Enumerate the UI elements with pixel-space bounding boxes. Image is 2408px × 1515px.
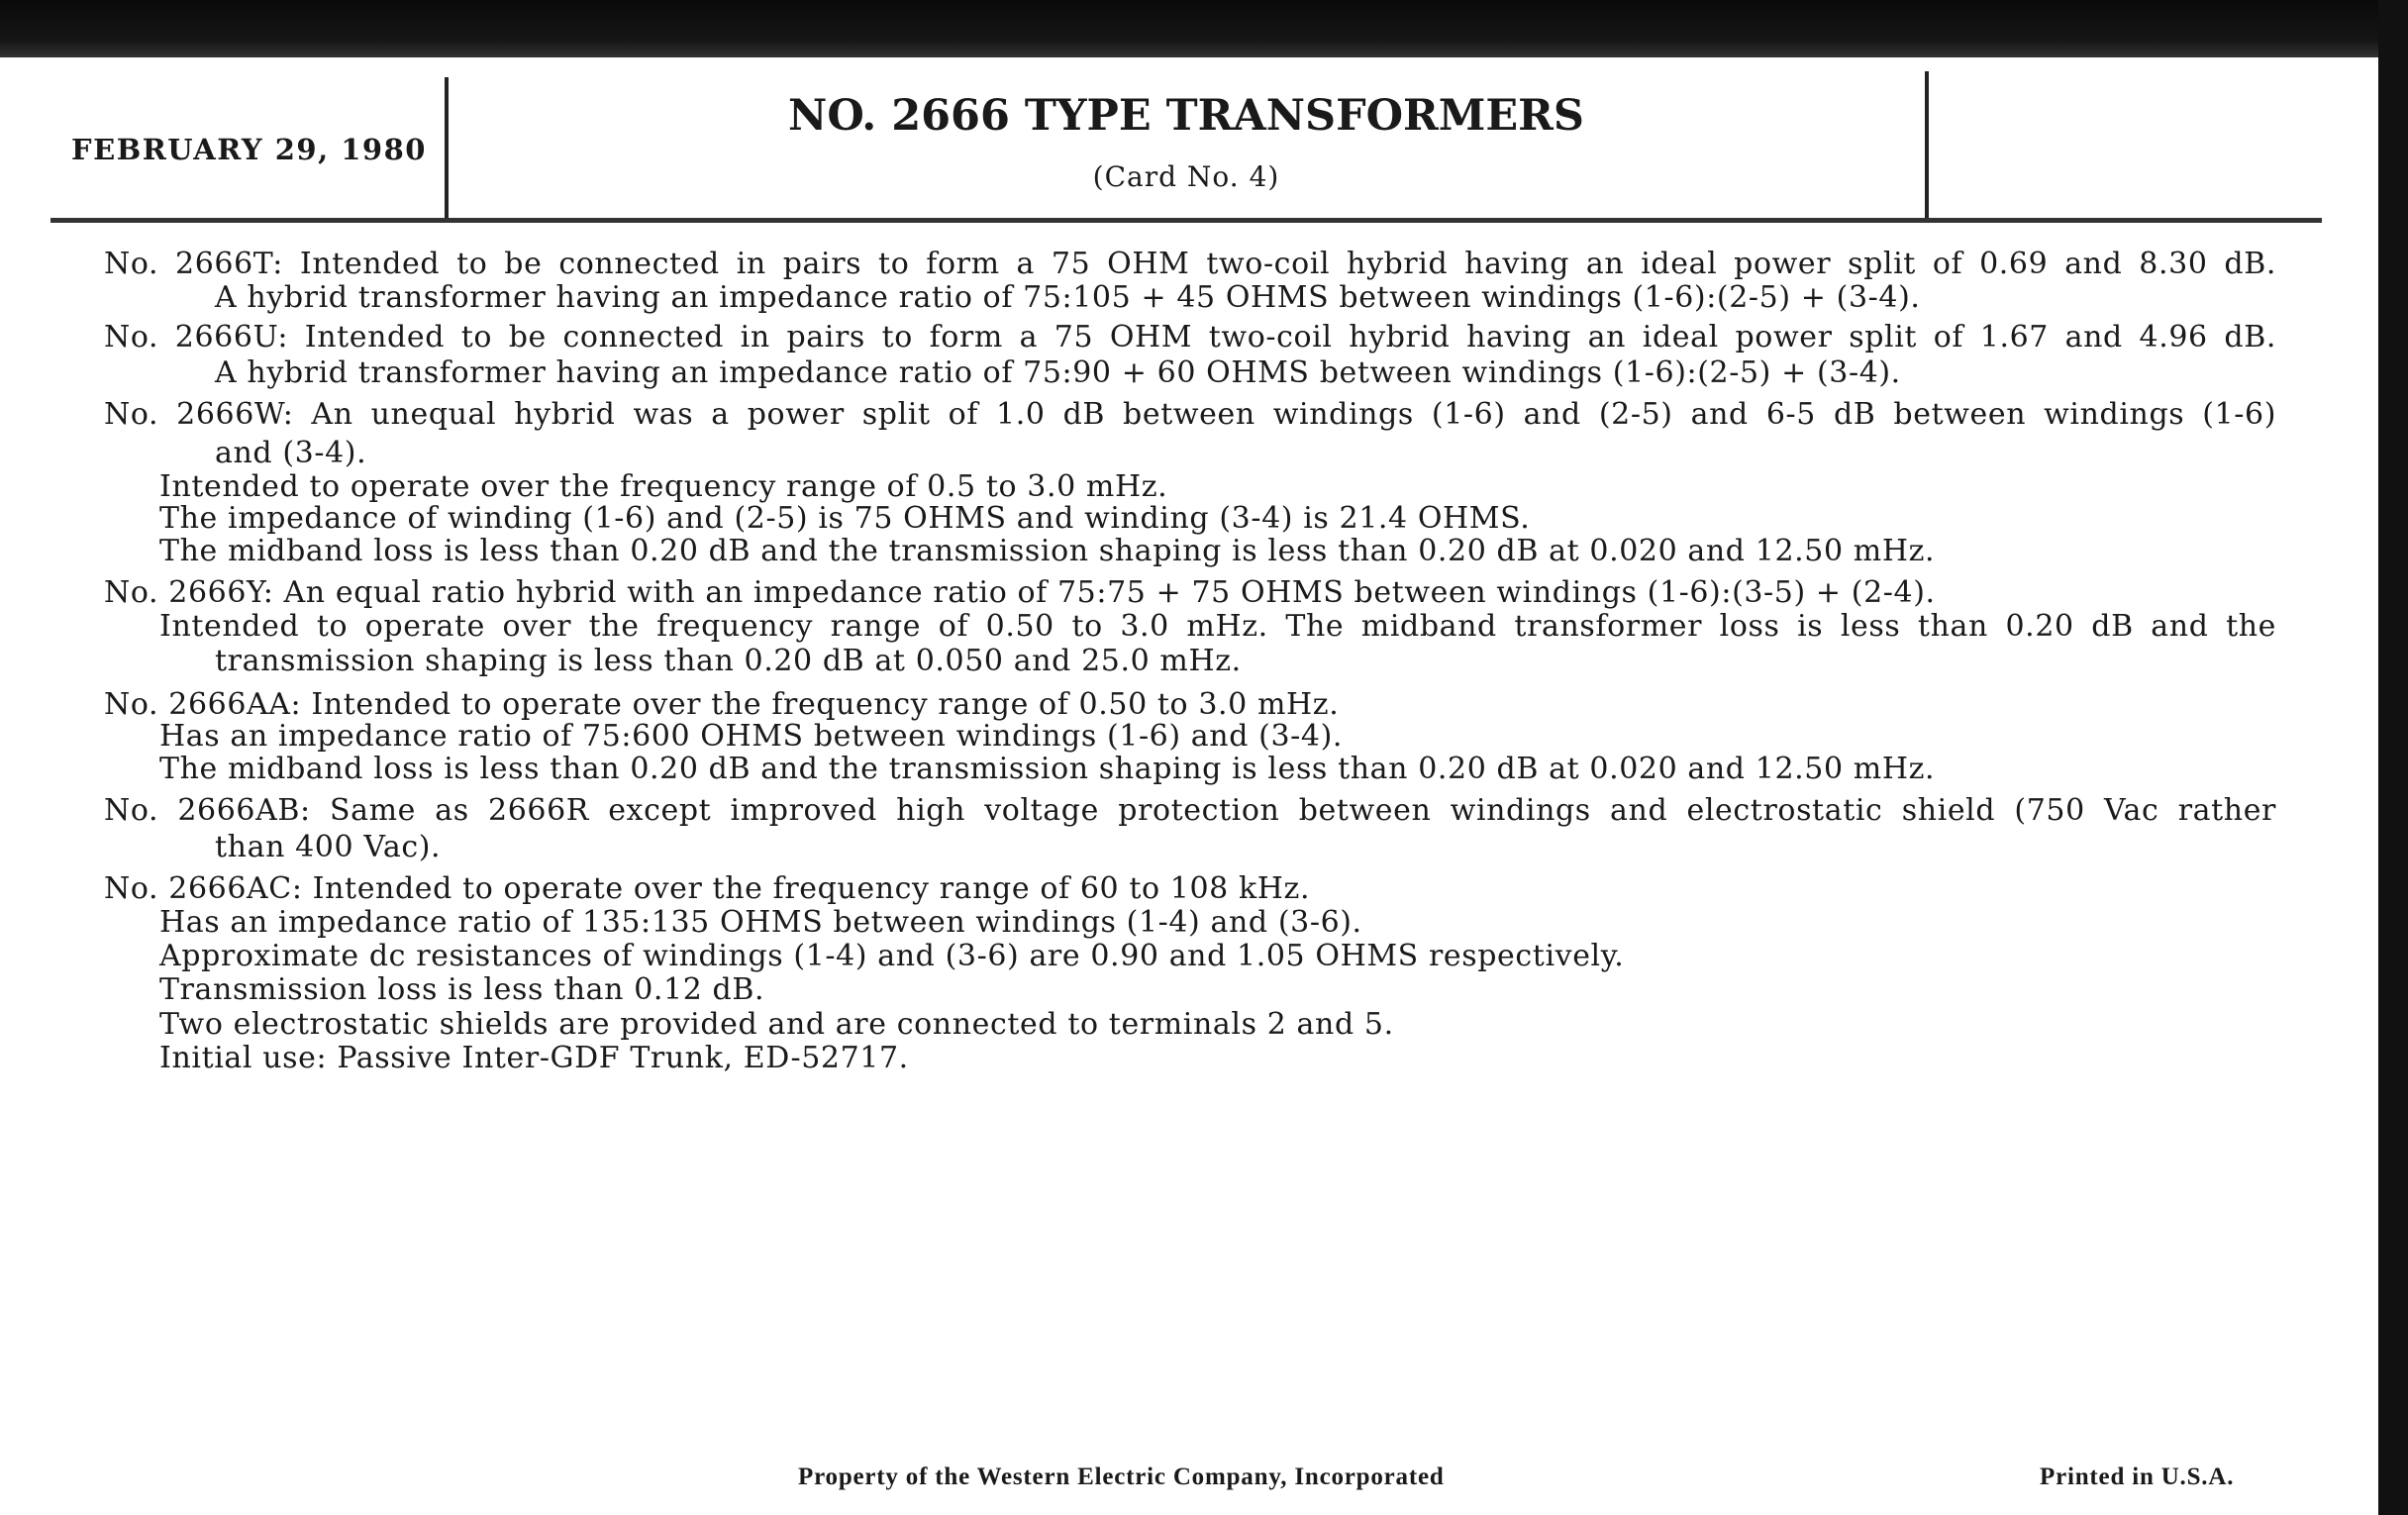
entry-2666y-line: No. 2666Y: An equal ratio hybrid with an impedance ratio of 75:75 + 75 OHMS between windings (1-6):(3-5) + (2-4). xyxy=(104,575,1936,610)
entry-2666ac-line: Transmission loss is less than 0.12 dB. xyxy=(159,972,765,1007)
card-number: (Card No. 4) xyxy=(1092,160,1280,193)
page-title: NO. 2666 TYPE TRANSFORMERS xyxy=(788,91,1584,141)
entry-2666ab-line: No. 2666AB: Same as 2666R except improved high voltage protection between windings and electrostatic shield (750 Vac rather xyxy=(104,793,2276,828)
entry-2666u-line: A hybrid transformer having an impedance ratio of 75:90 + 60 OHMS between windings (1-6):(2-5) + (3-4). xyxy=(215,355,1901,390)
entry-2666ab-line: than 400 Vac). xyxy=(215,830,442,864)
footer-property: Property of the Western Electric Company, Incorporated xyxy=(798,1464,1445,1490)
footer-printed: Printed in U.S.A. xyxy=(2040,1464,2235,1490)
scan-border-right xyxy=(2378,0,2408,1515)
entry-2666w-line: Intended to operate over the frequency range of 0.5 to 3.0 mHz. xyxy=(159,469,1168,504)
entry-2666ac-line: Initial use: Passive Inter-GDF Trunk, ED-52717. xyxy=(159,1041,909,1075)
card-date: FEBRUARY 29, 1980 xyxy=(71,133,427,166)
entry-2666ac-line: No. 2666AC: Intended to operate over the frequency range of 60 to 108 kHz. xyxy=(104,871,1311,906)
entry-2666ac-line: Has an impedance ratio of 135:135 OHMS between windings (1-4) and (3-6). xyxy=(159,905,1362,940)
entry-2666ac-line: Approximate dc resistances of windings (1-4) and (3-6) are 0.90 and 1.05 OHMS respectively. xyxy=(159,939,1625,973)
entry-2666u-line: No. 2666U: Intended to be connected in pairs to form a 75 OHM two-coil hybrid having an ideal power split of 1.67 and 4.96 dB. xyxy=(104,320,2276,354)
entry-2666w-line: and (3-4). xyxy=(215,436,367,470)
entry-2666aa-line: The midband loss is less than 0.20 dB and the transmission shaping is less than 0.20 dB at 0.020 and 12.50 mHz. xyxy=(159,752,1936,786)
entry-2666w-line: No. 2666W: An unequal hybrid was a power split of 1.0 dB between windings (1-6) and (2-5) and 6-5 dB between windings (1-6) xyxy=(104,397,2276,432)
entry-2666w-line: The impedance of winding (1-6) and (2-5) is 75 OHMS and winding (3-4) is 21.4 OHMS. xyxy=(159,501,1531,536)
entry-2666aa-line: No. 2666AA: Intended to operate over the frequency range of 0.50 to 3.0 mHz. xyxy=(104,687,1340,722)
entry-2666ac-line: Two electrostatic shields are provided and are connected to terminals 2 and 5. xyxy=(159,1007,1394,1042)
entry-2666t-line: No. 2666T: Intended to be connected in pairs to form a 75 OHM two-coil hybrid having an ideal power split of 0.69 and 8.30 dB. xyxy=(104,247,2276,281)
scan-border-top xyxy=(0,0,2408,57)
entry-2666y-line: transmission shaping is less than 0.20 dB at 0.050 and 25.0 mHz. xyxy=(215,644,1242,678)
entry-2666w-line: The midband loss is less than 0.20 dB and the transmission shaping is less than 0.20 dB at 0.020 and 12.50 mHz. xyxy=(159,534,1936,568)
entry-2666y-line: Intended to operate over the frequency range of 0.50 to 3.0 mHz. The midband transformer loss is less than 0.20 dB and the xyxy=(159,609,2276,644)
entry-2666t-line: A hybrid transformer having an impedance ratio of 75:105 + 45 OHMS between windings (1-6):(2-5) + (3-4). xyxy=(215,280,1921,315)
entry-2666aa-line: Has an impedance ratio of 75:600 OHMS between windings (1-6) and (3-4). xyxy=(159,719,1344,754)
header-rule xyxy=(50,218,2322,223)
